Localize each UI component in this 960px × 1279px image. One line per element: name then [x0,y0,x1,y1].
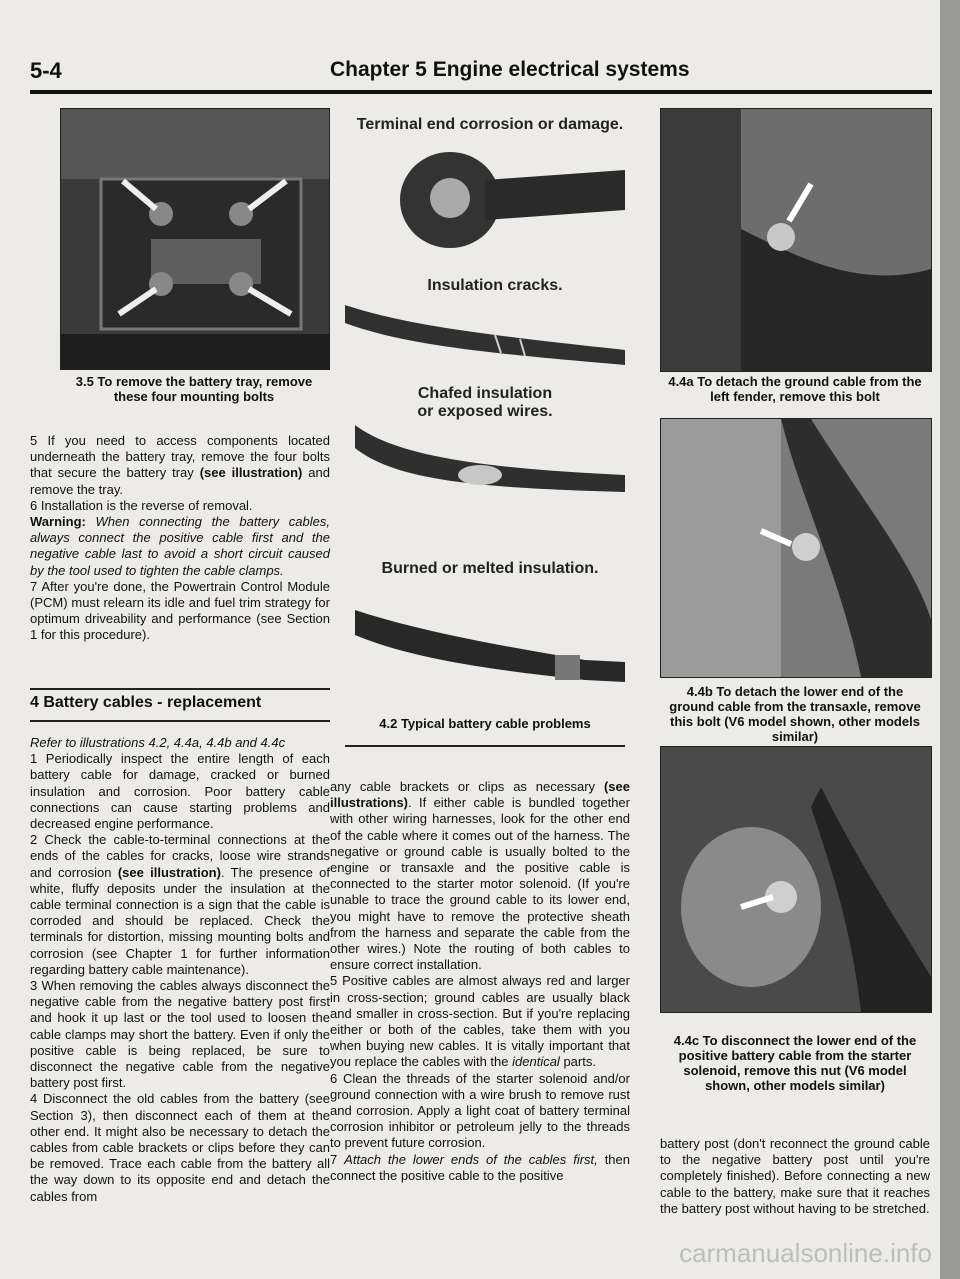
caption-4-4a: 4.4a To detach the ground cable from the left fender, remove this bolt [668,374,922,404]
paragraph-7: 7 After you're done, the Powertrain Control Module (PCM) must relearn its idle and fuel trim strategy for optimum driveability and performance (see Section 1 for this procedure). [30,578,330,643]
step-1: 1 Periodically inspect the entire length of each battery cable for damage, cracked or burned insulation and corrosion. Poor battery cable connections can cause starting problems and decreased engine performance. [30,751,330,832]
label-insulation-cracks: Insulation cracks. [427,277,563,294]
refer-note: Refer to illustrations 4.2, 4.4a, 4.4b and 4.4c [30,735,286,750]
header-rule [30,90,932,94]
label-burned-insulation: Burned or melted insulation. [381,560,599,577]
starter-solenoid-photo [660,746,932,1013]
page-edge-shadow [940,0,960,1279]
label-chafed-insulation: Chafed insulation or exposed wires. [417,385,553,420]
step-4: 4 Disconnect the old cables from the battery (see Section 3), then disconnect each of them at the other end. It might also be necessary to detach the cables from cable brackets or clips before they can be removed. Trace each cable from the battery all the way down to its opposite end and detach the cables from [30,1091,330,1204]
caption-4-2: 4.2 Typical battery cable problems [379,716,591,731]
step-7: 7 Attach the lower ends of the cables first, then connect the positive cable to the positive [330,1151,630,1183]
left-column-text-1 [30,433,330,644]
right-column-text: battery post (don't reconnect the ground cable to the negative battery post until you're completely finished). Before connecting a new cable to the battery, make sure that it reaches the battery post without having to be stretched. [660,1136,930,1216]
section-rule-bottom [30,720,330,722]
step-6: 6 Clean the threads of the starter solenoid and/or ground connection with a wire brush to remove rust and corrosion. Apply a light coat of battery terminal corrosion inhibitor or petroleum jelly to the threads to prevent future corrosion. [330,1070,630,1151]
chafed-insulation-photo [355,420,625,505]
left-column-text-2 [30,735,330,1205]
transaxle-ground-photo [660,418,932,678]
caption-3-5: 3.5 To remove the battery tray, remove these four mounting bolts [75,374,313,404]
label-terminal-corrosion: Terminal end corrosion or damage. [356,116,624,133]
step-5: 5 Positive cables are almost always red and larger in cross-section; ground cables are usually black and smaller in cross-section. But if you're replacing either or both of the cables, take them with you when buying new cables. It is vitally important that you replace the cables with the identical parts. [330,973,630,1070]
paragraph-5: 5 If you need to access components located underneath the battery tray, remove the four bolts that secure the battery tray (see illustration) and remove the tray. [30,433,330,497]
watermark: carmanualsonline.info [679,1238,932,1268]
paragraph-6: 6 Installation is the reverse of removal. [30,497,253,513]
caption-4-4b: 4.4b To detach the lower end of the ground cable from the transaxle, remove this bolt (V6 model shown, other models similar) [669,684,921,744]
chapter-title: Chapter 5 Engine electrical systems [330,58,690,81]
step-2: 2 Check the cable-to-terminal connections at the ends of the cables for cracks, loose wire strands and corrosion (see illustration). The presence of white, fluffy deposits under the insulation at the cable terminal connection is a sign that the cable is corroded and should be replaced. Check the terminals for distortion, missing mounting bolts and corrosion (see Chapter 1 for further information regarding battery cable maintenance). [30,832,330,977]
caption-4-4c: 4.4c To disconnect the lower end of the positive battery cable from the starter solenoid, remove this nut (V6 model shown, other models similar) [673,1033,917,1093]
fender-ground-photo [660,108,932,372]
warning: Warning: When connecting the battery cables, always connect the positive cable first and the negative cable last to avoid a short circuit caused by the tool used to tighten the cable clamps. [30,514,330,578]
section-heading: 4 Battery cables - replacement [30,694,262,711]
middle-column-text [330,779,630,1184]
terminal-corrosion-photo [385,140,625,255]
page-number: 5-4 [30,58,62,83]
insulation-cracks-photo [345,295,625,375]
burned-insulation-photo [355,590,625,700]
middle-paragraph-1: any cable brackets or clips as necessary (see illustrations). If either cable is bundled together with other wiring harnesses, look for the other end of the cable where it comes out of the harness. The negative or ground cable is usually bolted to the engine or transaxle and the positive cable is connected to the starter motor solenoid. (If you're unable to trace the ground cable to its lower end, you might have to remove the protective sheath from the harness and separate the cable from the other wires.) Note the routing of both cables to ensure correct installation. [330,779,630,973]
figure-rule-4-2 [345,745,625,747]
step-3: 3 When removing the cables always disconnect the negative cable from the negative battery post first and hook it up last or the tool used to loosen the cable clamps may short the battery. Even if only the positive cable is being replaced, be sure to disconnect the negative cable from the negative battery post first. [30,978,330,1091]
battery-tray-photo [60,108,330,370]
section-rule-top [30,688,330,690]
